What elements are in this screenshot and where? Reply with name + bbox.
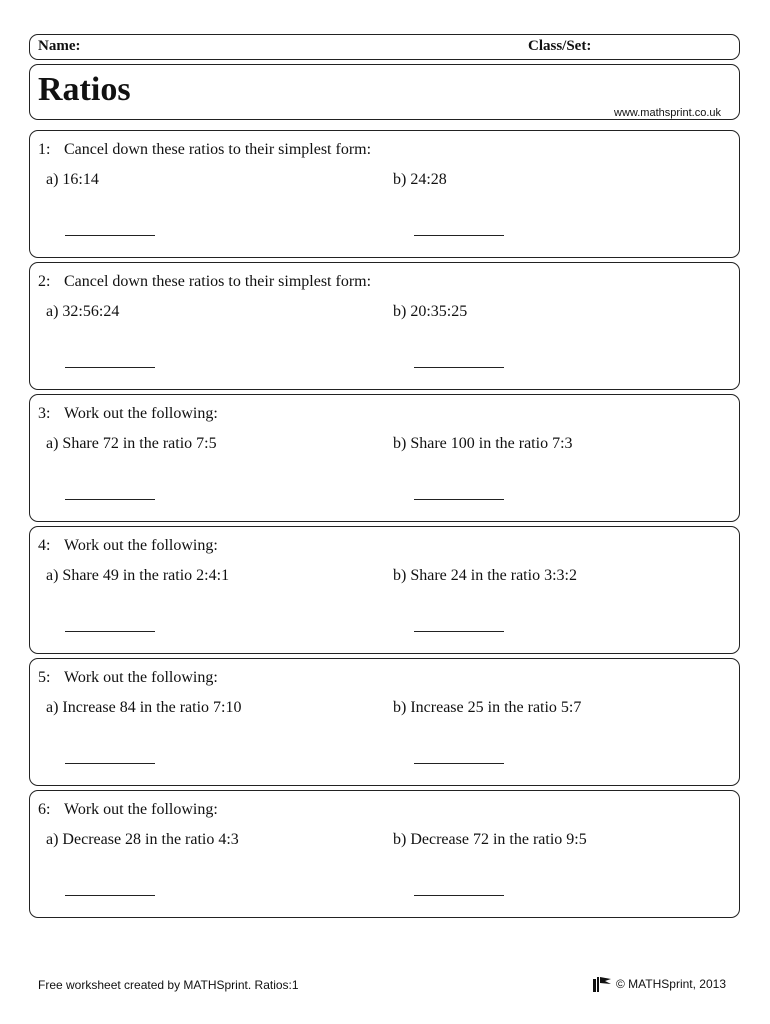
question-4-part-b: b) Share 24 in the ratio 3:3:2 [393, 567, 577, 584]
question-3-instruction [38, 405, 218, 423]
question-5 [29, 658, 740, 786]
answer-line-b[interactable] [414, 631, 504, 632]
question-3-part-a: a) Share 72 in the ratio 7:5 [46, 435, 217, 452]
question-text: Work out the following: [64, 801, 218, 818]
question-6-instruction [38, 801, 218, 819]
question-text: Cancel down these ratios to their simplest form: [64, 141, 372, 158]
class-set-label: Class/Set: [528, 38, 592, 54]
question-number: 6: [38, 801, 51, 818]
question-4-part-a: a) Share 49 in the ratio 2:4:1 [46, 567, 230, 584]
question-1-instruction [38, 141, 371, 159]
footer-copyright [592, 976, 726, 992]
answer-line-a[interactable] [65, 367, 155, 368]
answer-line-a[interactable] [65, 235, 155, 236]
answer-line-a[interactable] [65, 499, 155, 500]
question-2-part-b: b) 20:35:25 [393, 303, 468, 320]
question-2-part-a: a) 32:56:24 [46, 303, 120, 320]
question-4-instruction [38, 537, 218, 555]
question-6 [29, 790, 740, 918]
question-5-part-b: b) Increase 25 in the ratio 5:7 [393, 699, 582, 716]
question-3 [29, 394, 740, 522]
question-number: 2: [38, 273, 51, 290]
question-4 [29, 526, 740, 654]
title-box [29, 64, 740, 120]
question-2 [29, 262, 740, 390]
website-url: www.mathsprint.co.uk [614, 107, 721, 119]
question-6-part-a: a) Decrease 28 in the ratio 4:3 [46, 831, 239, 848]
question-2-instruction [38, 273, 371, 291]
question-5-instruction [38, 669, 218, 687]
answer-line-a[interactable] [65, 895, 155, 896]
footer-credit: Free worksheet created by MATHSprint. Ratios:1 [38, 978, 299, 992]
answer-line-a[interactable] [65, 763, 155, 764]
question-number: 3: [38, 405, 51, 422]
question-3-part-b: b) Share 100 in the ratio 7:3 [393, 435, 573, 452]
question-number: 5: [38, 669, 51, 686]
answer-line-a[interactable] [65, 631, 155, 632]
question-1-part-a: a) 16:14 [46, 171, 99, 188]
answer-line-b[interactable] [414, 367, 504, 368]
answer-line-b[interactable] [414, 763, 504, 764]
question-number: 1: [38, 141, 51, 158]
question-text: Work out the following: [64, 405, 218, 422]
worksheet-title: Ratios [38, 71, 131, 108]
answer-line-b[interactable] [414, 499, 504, 500]
question-number: 4: [38, 537, 51, 554]
question-1-part-b: b) 24:28 [393, 171, 447, 188]
question-text: Work out the following: [64, 537, 218, 554]
question-6-part-b: b) Decrease 72 in the ratio 9:5 [393, 831, 587, 848]
question-text: Work out the following: [64, 669, 218, 686]
copyright-text: © MATHSprint, 2013 [616, 977, 726, 991]
question-text: Cancel down these ratios to their simplest form: [64, 273, 372, 290]
answer-line-b[interactable] [414, 895, 504, 896]
mathsprint-logo-icon [592, 976, 612, 992]
name-class-bar [29, 34, 740, 60]
answer-line-b[interactable] [414, 235, 504, 236]
question-5-part-a: a) Increase 84 in the ratio 7:10 [46, 699, 242, 716]
question-1 [29, 130, 740, 258]
name-label: Name: [38, 38, 81, 54]
